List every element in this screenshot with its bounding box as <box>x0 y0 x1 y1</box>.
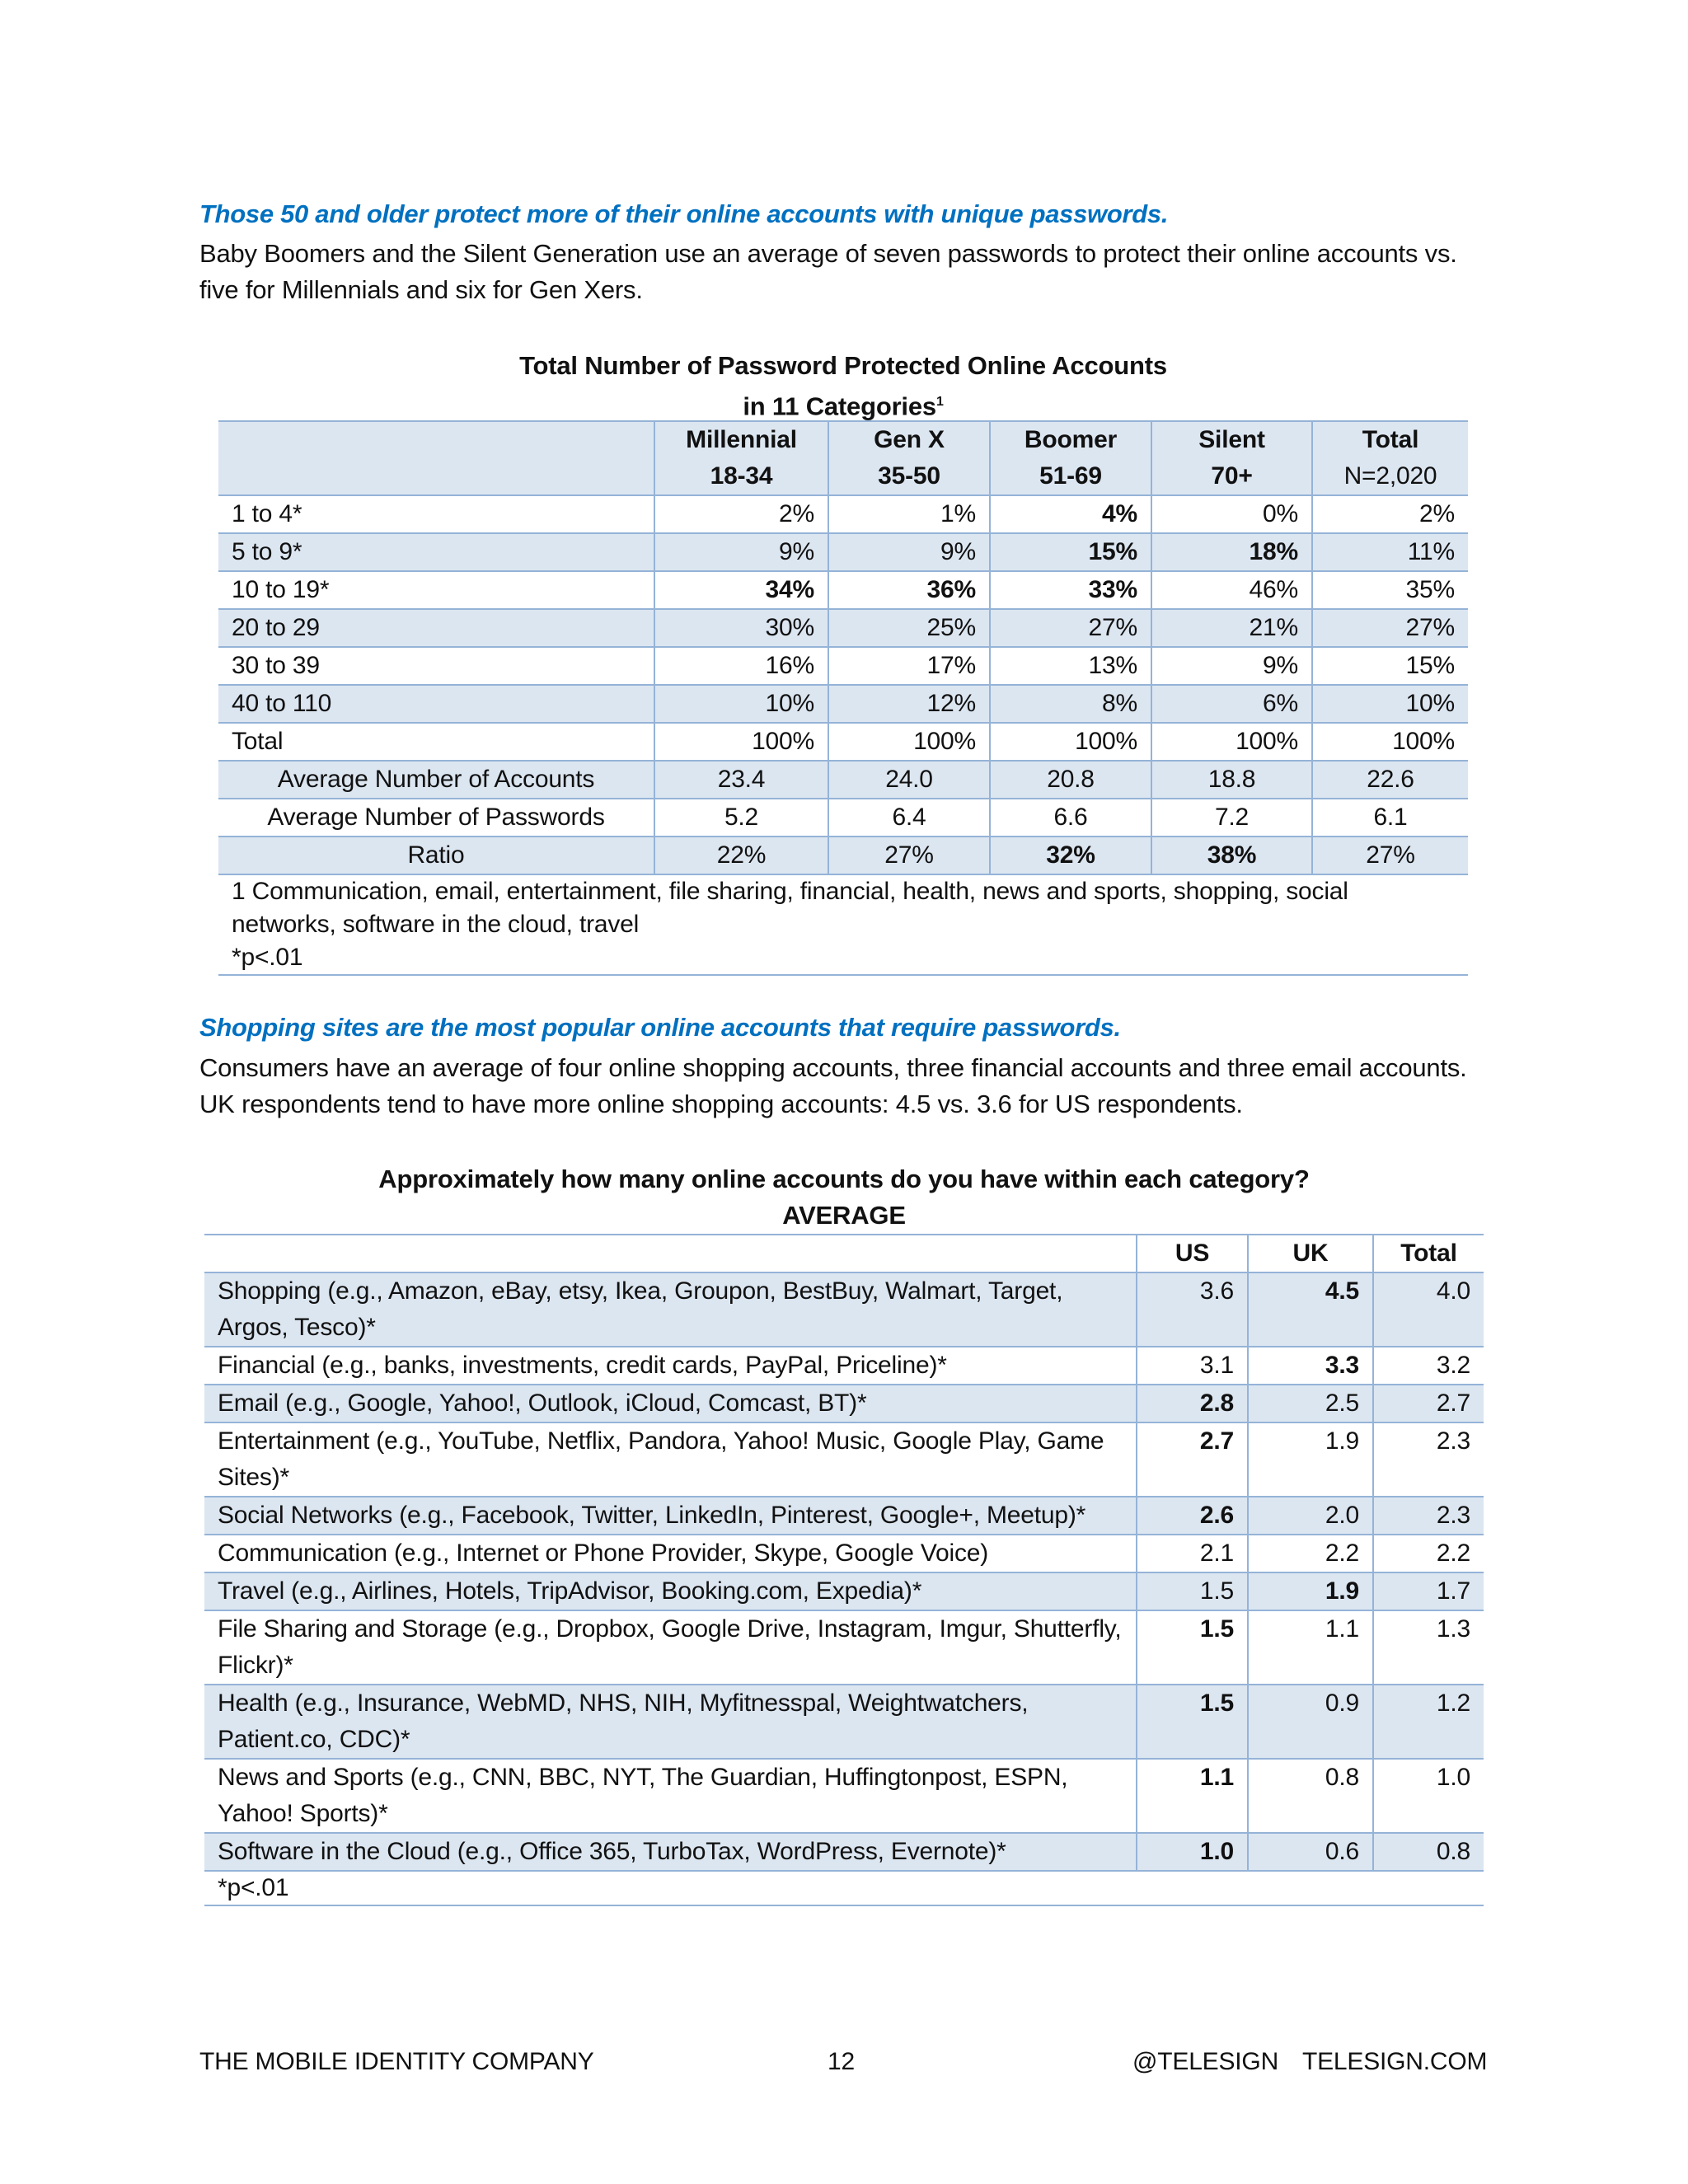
table-row <box>204 1347 1484 1385</box>
table-cell: 1.2 <box>1373 1685 1484 1759</box>
section1-paragraph: Baby Boomers and the Silent Generation use an average of seven passwords to protect their online accounts vs. five for Millennials and six for Gen Xers. <box>199 239 1457 304</box>
table-cell: 6.6 <box>990 799 1151 837</box>
accounts-by-category-table <box>204 1234 1484 1906</box>
table-cell: 100% <box>1151 723 1312 761</box>
table-row <box>204 1685 1484 1759</box>
table-cell: 2% <box>654 495 828 533</box>
table-cell: 2.2 <box>1248 1535 1373 1572</box>
table-cell: 2.5 <box>1248 1385 1373 1422</box>
table-cell: 1.3 <box>1373 1610 1484 1685</box>
footnote-marker: 1 <box>935 395 944 409</box>
column-header: US <box>1137 1235 1248 1272</box>
row-label: 10 to 19* <box>218 571 654 609</box>
password-accounts-table <box>218 420 1468 976</box>
row-label: Email (e.g., Google, Yahoo!, Outlook, iCloud, Comcast, BT)* <box>204 1385 1137 1422</box>
table-cell: 6.4 <box>828 799 990 837</box>
table-row <box>218 685 1468 723</box>
table-cell: 9% <box>654 533 828 571</box>
table-cell: 100% <box>1312 723 1468 761</box>
table-cell: 17% <box>828 647 990 685</box>
table-cell: 12% <box>828 685 990 723</box>
table-row <box>218 723 1468 761</box>
table-cell: 1.0 <box>1373 1759 1484 1833</box>
table-row <box>218 571 1468 609</box>
table-cell: 30% <box>654 609 828 647</box>
table-row <box>204 1833 1484 1871</box>
table-cell: 35% <box>1312 571 1468 609</box>
row-label: Health (e.g., Insurance, WebMD, NHS, NIH, Myfitnesspal, Weightwatchers, Patient.co, CDC)* <box>204 1685 1137 1759</box>
row-label: 5 to 9* <box>218 533 654 571</box>
table-cell: 1% <box>828 495 990 533</box>
table-cell: 46% <box>1151 571 1312 609</box>
table-cell: 1.1 <box>1248 1610 1373 1685</box>
table-cell: 1.5 <box>1137 1610 1248 1685</box>
table-cell: 8% <box>990 685 1151 723</box>
footer-website[interactable]: TELESIGN.COM <box>1302 2048 1488 2075</box>
column-header-name: Millennial <box>686 426 797 453</box>
table-cell: 1.9 <box>1248 1422 1373 1497</box>
column-header: UK <box>1248 1235 1373 1272</box>
table-row <box>218 837 1468 874</box>
column-header <box>654 421 828 495</box>
footer-page-number: 12 <box>828 2048 855 2075</box>
table-row <box>204 1572 1484 1610</box>
column-header-sub: 70+ <box>1211 462 1253 490</box>
table-cell: 22.6 <box>1312 761 1468 799</box>
table-cell: 32% <box>990 837 1151 874</box>
column-header-sub: 51-69 <box>1039 462 1102 490</box>
table1-title <box>218 348 1468 424</box>
section2-heading: Shopping sites are the most popular online accounts that require passwords. <box>199 1013 1121 1042</box>
table-cell: 100% <box>654 723 828 761</box>
row-label: File Sharing and Storage (e.g., Dropbox, Google Drive, Instagram, Imgur, Shutterfly, Flickr)* <box>204 1610 1137 1685</box>
column-header-sub: 35-50 <box>878 462 940 490</box>
table-cell: 24.0 <box>828 761 990 799</box>
column-header-name: Total <box>1362 426 1419 453</box>
table-header-row <box>218 421 1468 495</box>
table-cell: 0.6 <box>1248 1833 1373 1871</box>
table-cell: 27% <box>1312 609 1468 647</box>
table-cell: 27% <box>828 837 990 874</box>
table-cell: 9% <box>828 533 990 571</box>
column-header <box>990 421 1151 495</box>
table-cell: 100% <box>828 723 990 761</box>
table-cell: 2.2 <box>1373 1535 1484 1572</box>
row-label: Entertainment (e.g., YouTube, Netflix, Pandora, Yahoo! Music, Google Play, Game Sites)* <box>204 1422 1137 1497</box>
table-cell: 10% <box>1312 685 1468 723</box>
table-cell: 2.8 <box>1137 1385 1248 1422</box>
table-row <box>218 799 1468 837</box>
table-row <box>218 761 1468 799</box>
table-cell: 4.5 <box>1248 1272 1373 1347</box>
table-cell: 1.1 <box>1137 1759 1248 1833</box>
row-label: Software in the Cloud (e.g., Office 365, TurboTax, WordPress, Evernote)* <box>204 1833 1137 1871</box>
table1-title-line1: Total Number of Password Protected Online Accounts <box>519 351 1167 380</box>
table-row <box>204 1759 1484 1833</box>
table-cell: 15% <box>1312 647 1468 685</box>
table-cell: 1.7 <box>1373 1572 1484 1610</box>
table-cell: 27% <box>1312 837 1468 874</box>
table-footnote: *p<.01 <box>204 1871 1484 1905</box>
table-cell: 2.7 <box>1373 1385 1484 1422</box>
table-cell: 0.8 <box>1248 1759 1373 1833</box>
table-cell: 7.2 <box>1151 799 1312 837</box>
table-cell: 0.8 <box>1373 1833 1484 1871</box>
table-cell: 18% <box>1151 533 1312 571</box>
table-cell: 1.5 <box>1137 1685 1248 1759</box>
column-header-name: Gen X <box>874 426 945 453</box>
table-cell: 0% <box>1151 495 1312 533</box>
row-label: Average Number of Accounts <box>218 761 654 799</box>
table-row <box>204 1422 1484 1497</box>
table-cell: 3.6 <box>1137 1272 1248 1347</box>
table-row <box>204 1497 1484 1535</box>
row-label: Shopping (e.g., Amazon, eBay, etsy, Ikea, Groupon, BestBuy, Walmart, Target, Argos, Tesco)* <box>204 1272 1137 1347</box>
header-blank <box>218 421 654 495</box>
footer-company: THE MOBILE IDENTITY COMPANY <box>199 2048 594 2075</box>
footnote-significance: *p<.01 <box>232 944 303 971</box>
row-label: Total <box>218 723 654 761</box>
table-row <box>204 1535 1484 1572</box>
table-cell: 22% <box>654 837 828 874</box>
table-cell: 2.7 <box>1137 1422 1248 1497</box>
table-footnote <box>218 874 1468 975</box>
table-cell: 4.0 <box>1373 1272 1484 1347</box>
row-label: 40 to 110 <box>218 685 654 723</box>
table2-title <box>204 1161 1484 1234</box>
footer-twitter[interactable]: @TELESIGN <box>1132 2048 1279 2075</box>
table-cell: 1.9 <box>1248 1572 1373 1610</box>
table-footnote-row <box>218 874 1468 975</box>
table-row <box>204 1272 1484 1347</box>
table2-title-line1: Approximately how many online accounts do you have within each category? <box>378 1165 1310 1193</box>
column-header-name: Silent <box>1198 426 1265 453</box>
footnote-categories: 1 Communication, email, entertainment, file sharing, financial, health, news and sports, shopping, social networks, software in the cloud, travel <box>232 878 1348 938</box>
table-row <box>218 647 1468 685</box>
table-footnote-row <box>204 1871 1484 1905</box>
table-cell: 23.4 <box>654 761 828 799</box>
column-header: Total <box>1373 1235 1484 1272</box>
table-cell: 2.3 <box>1373 1422 1484 1497</box>
table-cell: 2% <box>1312 495 1468 533</box>
table-cell: 2.3 <box>1373 1497 1484 1535</box>
table-cell: 11% <box>1312 533 1468 571</box>
table-cell: 33% <box>990 571 1151 609</box>
table-cell: 38% <box>1151 837 1312 874</box>
table2-title-line2: AVERAGE <box>782 1201 906 1230</box>
table-cell: 18.8 <box>1151 761 1312 799</box>
table-cell: 3.2 <box>1373 1347 1484 1385</box>
table-row <box>204 1610 1484 1685</box>
column-header-sub: 18-34 <box>710 462 773 490</box>
row-label: Travel (e.g., Airlines, Hotels, TripAdvisor, Booking.com, Expedia)* <box>204 1572 1137 1610</box>
table-cell: 4% <box>990 495 1151 533</box>
table-cell: 2.1 <box>1137 1535 1248 1572</box>
row-label: 20 to 29 <box>218 609 654 647</box>
table-cell: 5.2 <box>654 799 828 837</box>
table-cell: 21% <box>1151 609 1312 647</box>
table-cell: 27% <box>990 609 1151 647</box>
row-label: Communication (e.g., Internet or Phone Provider, Skype, Google Voice) <box>204 1535 1137 1572</box>
table-cell: 9% <box>1151 647 1312 685</box>
column-header <box>1151 421 1312 495</box>
table-cell: 100% <box>990 723 1151 761</box>
table-cell: 6% <box>1151 685 1312 723</box>
table1-title-line2 <box>218 384 1468 424</box>
column-header-name: Boomer <box>1024 426 1118 453</box>
table-cell: 36% <box>828 571 990 609</box>
row-label: Ratio <box>218 837 654 874</box>
table-cell: 1.0 <box>1137 1833 1248 1871</box>
column-header <box>828 421 990 495</box>
row-label: Average Number of Passwords <box>218 799 654 837</box>
section1-heading: Those 50 and older protect more of their online accounts with unique passwords. <box>199 199 1169 228</box>
table-cell: 2.0 <box>1248 1497 1373 1535</box>
table-cell: 15% <box>990 533 1151 571</box>
table-row <box>218 609 1468 647</box>
table-header-row <box>204 1235 1484 1272</box>
row-label: Financial (e.g., banks, investments, credit cards, PayPal, Priceline)* <box>204 1347 1137 1385</box>
table-row <box>218 533 1468 571</box>
header-blank <box>204 1235 1137 1272</box>
row-label: 1 to 4* <box>218 495 654 533</box>
table-cell: 3.3 <box>1248 1347 1373 1385</box>
table-cell: 0.9 <box>1248 1685 1373 1759</box>
row-label: Social Networks (e.g., Facebook, Twitter, LinkedIn, Pinterest, Google+, Meetup)* <box>204 1497 1137 1535</box>
section2-paragraph: Consumers have an average of four online shopping accounts, three financial accounts and three email accounts. UK respondents tend to have more online shopping accounts: 4.5 vs. 3.6 for US respondents. <box>199 1053 1467 1118</box>
table-cell: 16% <box>654 647 828 685</box>
row-label: News and Sports (e.g., CNN, BBC, NYT, The Guardian, Huffingtonpost, ESPN, Yahoo! Sports)* <box>204 1759 1137 1833</box>
table-row <box>218 495 1468 533</box>
table-cell: 1.5 <box>1137 1572 1248 1610</box>
table-cell: 2.6 <box>1137 1497 1248 1535</box>
row-label: 30 to 39 <box>218 647 654 685</box>
column-header <box>1312 421 1468 495</box>
table-cell: 6.1 <box>1312 799 1468 837</box>
table-cell: 3.1 <box>1137 1347 1248 1385</box>
table-row <box>204 1385 1484 1422</box>
table1-title-text: in 11 Categories <box>743 391 936 421</box>
table-cell: 13% <box>990 647 1151 685</box>
table-cell: 10% <box>654 685 828 723</box>
table-cell: 20.8 <box>990 761 1151 799</box>
table-cell: 25% <box>828 609 990 647</box>
table-cell: 34% <box>654 571 828 609</box>
column-header-sub: N=2,020 <box>1343 462 1437 490</box>
